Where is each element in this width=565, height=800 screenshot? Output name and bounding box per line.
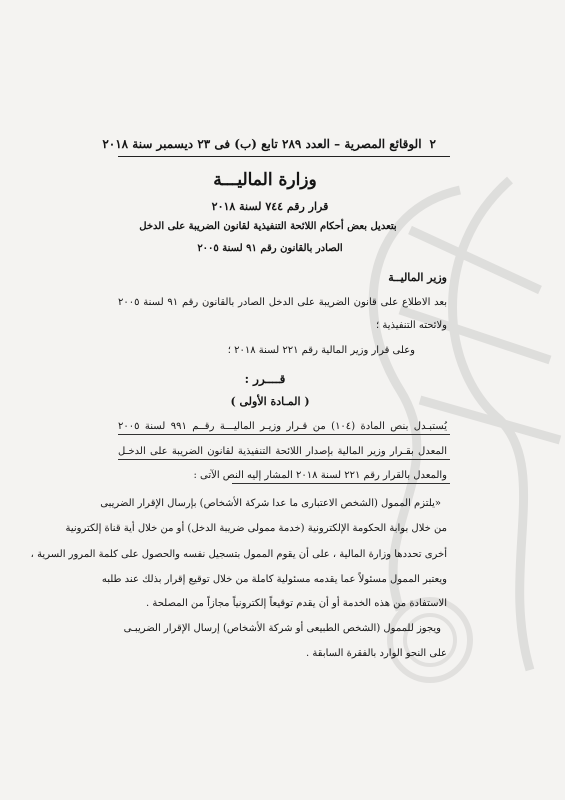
decree-subject-line1: بتعديل بعض أحكام اللائحة التنفيذية لقانون الضريبة على الدخل [139, 221, 397, 232]
article-text-line: يُستبـدل بنص المادة (١٠٤) من قـرار وزيـر الماليـــة رقــم ٩٩١ لسنة ٢٠٠٥ [118, 421, 447, 432]
preamble-line: ولائحته التنفيذية ؛ [375, 320, 447, 331]
quoted-text-line: أخرى تحددها وزارة المالية ، على أن يقوم الممول بتسجيل نفسه والحصول على كلمة المرور السرية ، [30, 549, 447, 560]
quoted-text-line: ويجوز للممول (الشخص الطبيعى أو شركة الأشخاص) إرسال الإقرار الضريبـى [123, 623, 441, 634]
quoted-text-line: ويعتبر الممول مسئولاً عما يقدمه مسئولية كاملة من خلال توقيع إقرار بذلك عند طلبه [101, 574, 447, 585]
decree-number: قرار رقم ٧٤٤ لسنة ٢٠١٨ [211, 200, 329, 213]
underline-rule [118, 434, 450, 435]
preamble-line: وعلى قرار وزير المالية رقم ٢٢١ لسنة ٢٠١٨ ؛ [227, 345, 415, 356]
header-divider [118, 156, 450, 157]
quoted-text-line: من خلال بوابة الحكومة الإلكترونية (خدمة ممولى ضريبة الدخل) أو من خلال أية قناة إلكترونية [65, 523, 447, 534]
decided-heading: قــــرر : [244, 372, 286, 386]
ministry-title: وزارة الماليـــة [213, 170, 317, 190]
decree-subject-line2: الصادر بالقانون رقم ٩١ لسنة ٢٠٠٥ [197, 243, 343, 254]
underline-rule [232, 483, 450, 484]
quoted-text-line: على النحو الوارد بالفقرة السابقة . [306, 648, 447, 659]
page-number: ٢ [429, 137, 436, 151]
underline-rule [118, 459, 450, 460]
running-title: الوقائع المصرية – العدد ٢٨٩ تابع (ب) فى ٢٣ ديسمبر سنة ٢٠١٨ [102, 137, 422, 151]
minister-heading: وزير الماليــة [388, 271, 447, 284]
article-heading: ( المـادة الأولى ) [230, 395, 310, 408]
article-text-line: المعدل بقـرار وزير المالية بإصدار اللائحة التنفيذية لقانون الضريبة على الدخـل [118, 446, 447, 457]
quoted-text-line: «يلتزم الممول (الشخص الاعتبارى ما عدا شركة الأشخاص) بإرسال الإقرار الضريبى [100, 498, 441, 509]
article-text-line: والمعدل بالقرار رقم ٢٢١ لسنة ٢٠١٨ المشار إليه النص الآتى : [193, 470, 447, 481]
quoted-text-line: الاستفادة من هذه الخدمة أو أن يقدم توقيعاً إلكترونياً مجازاً من المصلحة . [145, 598, 447, 609]
preamble-line: بعد الاطلاع على قانون الضريبة على الدخل الصادر بالقانون رقم ٩١ لسنة ٢٠٠٥ [118, 297, 447, 308]
running-header [102, 137, 436, 151]
